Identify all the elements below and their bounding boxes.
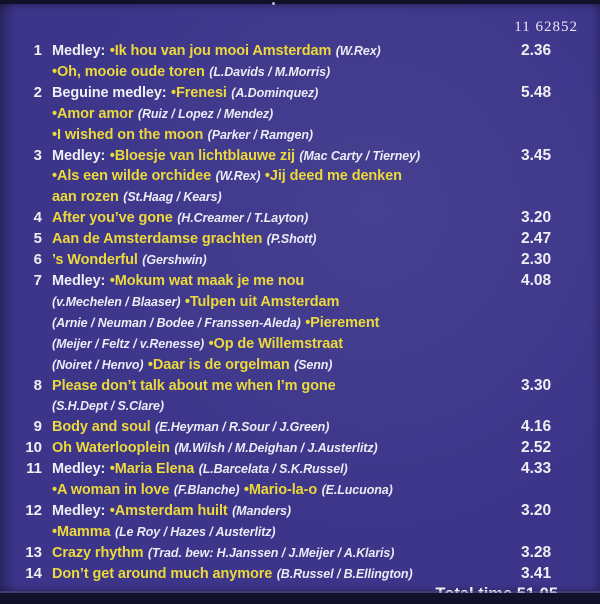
writer-credit: (E.Heyman / R.Sour / J.Green) — [155, 420, 330, 435]
song-title: Please don’t talk about me when I’m gone — [52, 377, 336, 394]
writer-credit: (Ruiz / Lopez / Mendez) — [137, 106, 274, 121]
track-duration-value: 2.52 — [521, 439, 552, 457]
track-duration-value: 3.28 — [521, 543, 552, 561]
song-title: •I wished on the moon — [52, 126, 204, 143]
catalog-number: 11 62852 — [514, 19, 578, 35]
track-duration-value: 2.47 — [521, 230, 552, 248]
writer-credit: (M.Wilsh / M.Deighan / J.Austerlitz) — [174, 441, 378, 456]
track-number: 3 — [33, 146, 42, 164]
track-title-line — [52, 229, 521, 250]
song-title: •Pierement — [305, 314, 380, 331]
writer-credit: (Gershwin) — [142, 253, 207, 268]
track-duration-value: 3.41 — [521, 564, 552, 582]
track-title-lines — [42, 564, 521, 585]
writer-credit: (P.Shott) — [266, 232, 317, 247]
song-title: •Jij deed me denken — [264, 168, 402, 185]
track-duration — [521, 83, 600, 103]
writer-credit: (Arnie / Neuman / Bodee / Franssen-Aleda) — [52, 315, 301, 330]
writer-credit: (W.Rex) — [215, 169, 261, 184]
song-title: •Mario-la-o — [243, 482, 318, 499]
writer-credit: (St.Haag / Kears) — [123, 190, 222, 205]
medley-label: Medley: — [52, 43, 106, 59]
track-title-line — [52, 564, 521, 585]
song-title: •Mamma — [52, 523, 111, 540]
song-title: •Daar is de orgelman — [147, 356, 290, 373]
track-row — [0, 250, 600, 271]
song-title: ’s Wonderful — [52, 252, 138, 269]
writer-credit: (W.Rex) — [335, 44, 381, 58]
track-title-lines — [42, 146, 521, 209]
song-title: •Mokum wat maak je me nou — [109, 272, 305, 289]
writer-credit: (L.Davids / M.Morris) — [209, 64, 331, 79]
track-title-lines — [42, 208, 521, 229]
song-title: •Maria Elena — [109, 461, 195, 478]
writer-credit: (Senn) — [294, 357, 333, 372]
writer-credit: (Parker / Ramgen) — [207, 127, 313, 142]
track-title-line — [52, 41, 521, 62]
track-title-lines — [42, 501, 521, 543]
track-duration-value: 3.45 — [521, 146, 552, 164]
track-number: 12 — [25, 501, 42, 519]
track-row — [0, 564, 600, 585]
track-title-lines — [42, 83, 521, 146]
track-number: 1 — [33, 42, 42, 59]
scan-speck — [272, 2, 275, 5]
track-row — [0, 376, 600, 418]
track-title-lines — [42, 417, 521, 438]
track-row — [0, 83, 600, 146]
track-duration — [521, 459, 600, 479]
track-title-line — [52, 501, 521, 522]
track-row — [0, 146, 600, 209]
song-title: •A woman in love — [52, 482, 170, 499]
track-number: 10 — [25, 439, 42, 457]
track-duration-value: 3.20 — [521, 209, 552, 227]
track-row — [0, 438, 600, 459]
track-title-line — [52, 355, 521, 376]
song-title: •Als een wilde orchidee — [52, 168, 212, 185]
track-title-lines — [42, 250, 521, 271]
track-title-lines — [42, 459, 521, 501]
writer-credit: (L.Barcelata / S.K.Russel) — [198, 462, 348, 477]
track-title-line — [52, 104, 521, 125]
track-number: 6 — [33, 251, 42, 269]
track-title-line — [52, 146, 521, 167]
song-title: •Tulpen uit Amsterdam — [184, 293, 340, 310]
tracklist-panel — [0, 4, 600, 591]
track-duration — [521, 438, 600, 458]
writer-credit: (Mac Carty / Tierney) — [299, 148, 421, 163]
song-title: Oh Waterlooplein — [52, 440, 170, 457]
writer-credit: (Trad. bew: H.Janssen / J.Meijer / A.Klaris) — [147, 545, 395, 560]
track-number: 8 — [33, 376, 42, 394]
track-duration — [521, 229, 600, 249]
track-title-lines — [42, 438, 521, 459]
track-duration — [521, 41, 600, 61]
track-duration-value: 2.36 — [521, 42, 552, 59]
song-title: •Frenesi — [170, 84, 227, 101]
track-duration-value: 5.48 — [521, 83, 552, 101]
track-title-line — [52, 271, 521, 292]
track-title-line — [52, 543, 521, 564]
track-duration-value: 4.08 — [521, 271, 552, 289]
track-title-line — [52, 417, 521, 438]
song-title: •Amor amor — [52, 105, 134, 122]
song-title: •Oh, mooie oude toren — [52, 63, 205, 80]
track-row — [0, 229, 600, 250]
track-row — [0, 501, 600, 543]
track-title-line — [52, 62, 521, 83]
track-title-line — [52, 438, 521, 459]
track-duration-value: 4.16 — [521, 418, 552, 436]
track-duration-value: 3.30 — [521, 376, 552, 394]
writer-credit: (B.Russel / B.Ellington) — [276, 566, 413, 581]
song-title: Crazy rhythm — [52, 544, 144, 561]
track-number: 4 — [33, 209, 42, 227]
writer-credit: (H.Creamer / T.Layton) — [177, 211, 309, 226]
track-row — [0, 459, 600, 501]
track-title-line — [52, 459, 521, 480]
track-row — [0, 208, 600, 229]
track-duration-value: 2.30 — [521, 251, 552, 269]
track-title-line — [52, 522, 521, 543]
track-duration — [521, 146, 600, 166]
track-duration — [521, 543, 600, 563]
writer-credit: (Noiret / Henvo) — [52, 357, 144, 372]
bottom-edge — [0, 593, 600, 602]
track-row — [0, 41, 600, 83]
writer-credit: (Manders) — [232, 503, 291, 518]
track-number: 13 — [25, 543, 42, 561]
track-title-line — [52, 250, 521, 271]
medley-label: Medley: — [52, 272, 106, 289]
track-number: 14 — [25, 564, 42, 582]
track-duration — [521, 208, 600, 228]
track-title-line — [52, 480, 521, 501]
track-duration — [521, 376, 600, 396]
track-list — [0, 41, 600, 604]
track-row — [0, 543, 600, 564]
writer-credit: (E.Lucuona) — [321, 483, 393, 498]
song-title: •Bloesje van lichtblauwe zij — [109, 147, 295, 164]
track-duration — [521, 564, 600, 584]
track-title-line — [52, 208, 521, 229]
track-title-line — [52, 334, 521, 355]
track-title-line — [52, 396, 521, 417]
song-title: Don’t get around much anymore — [52, 565, 273, 582]
track-title-lines — [42, 271, 521, 376]
track-duration — [521, 417, 600, 437]
track-title-line — [52, 125, 521, 146]
song-title: Body and soul — [52, 419, 151, 436]
track-title-lines — [42, 543, 521, 564]
track-number: 11 — [26, 460, 42, 478]
medley-label: Medley: — [52, 461, 106, 478]
track-title-line — [52, 166, 521, 187]
track-title-line — [52, 292, 521, 313]
track-number: 5 — [33, 230, 42, 248]
track-title-line — [52, 187, 521, 208]
track-row — [0, 271, 600, 376]
track-duration — [521, 250, 600, 270]
track-duration-value: 4.33 — [521, 460, 552, 478]
track-duration — [521, 271, 600, 291]
track-duration-value: 3.20 — [521, 501, 552, 519]
track-title-lines — [42, 41, 521, 83]
song-title: •Op de Willemstraat — [208, 335, 343, 352]
song-title: •Ik hou van jou mooi Amsterdam — [109, 43, 332, 59]
writer-credit: (Meijer / Feltz / v.Renesse) — [52, 336, 205, 351]
track-number: 9 — [33, 418, 42, 436]
track-title-line — [52, 83, 521, 104]
track-title-lines — [42, 376, 521, 418]
writer-credit: (S.H.Dept / S.Clare) — [52, 399, 164, 414]
track-title-line — [52, 313, 521, 334]
medley-label: Medley: — [52, 502, 106, 519]
writer-credit: (v.Mechelen / Blaaser) — [52, 294, 181, 309]
song-title: After you’ve gone — [52, 210, 173, 227]
medley-label: Beguine medley: — [52, 84, 167, 101]
track-row — [0, 417, 600, 438]
track-duration — [521, 501, 600, 521]
track-title-line — [52, 376, 521, 397]
writer-credit: (Le Roy / Hazes / Austerlitz) — [114, 524, 276, 539]
writer-credit: (A.Dominquez) — [231, 85, 319, 100]
writer-credit: (F.Blanche) — [173, 483, 240, 498]
song-title: aan rozen — [52, 189, 119, 206]
song-title: Aan de Amsterdamse grachten — [52, 231, 263, 248]
track-number: 7 — [33, 271, 42, 289]
song-title: •Amsterdam huilt — [109, 502, 228, 519]
medley-label: Medley: — [52, 147, 106, 164]
track-title-lines — [42, 229, 521, 250]
track-number: 2 — [33, 83, 42, 101]
